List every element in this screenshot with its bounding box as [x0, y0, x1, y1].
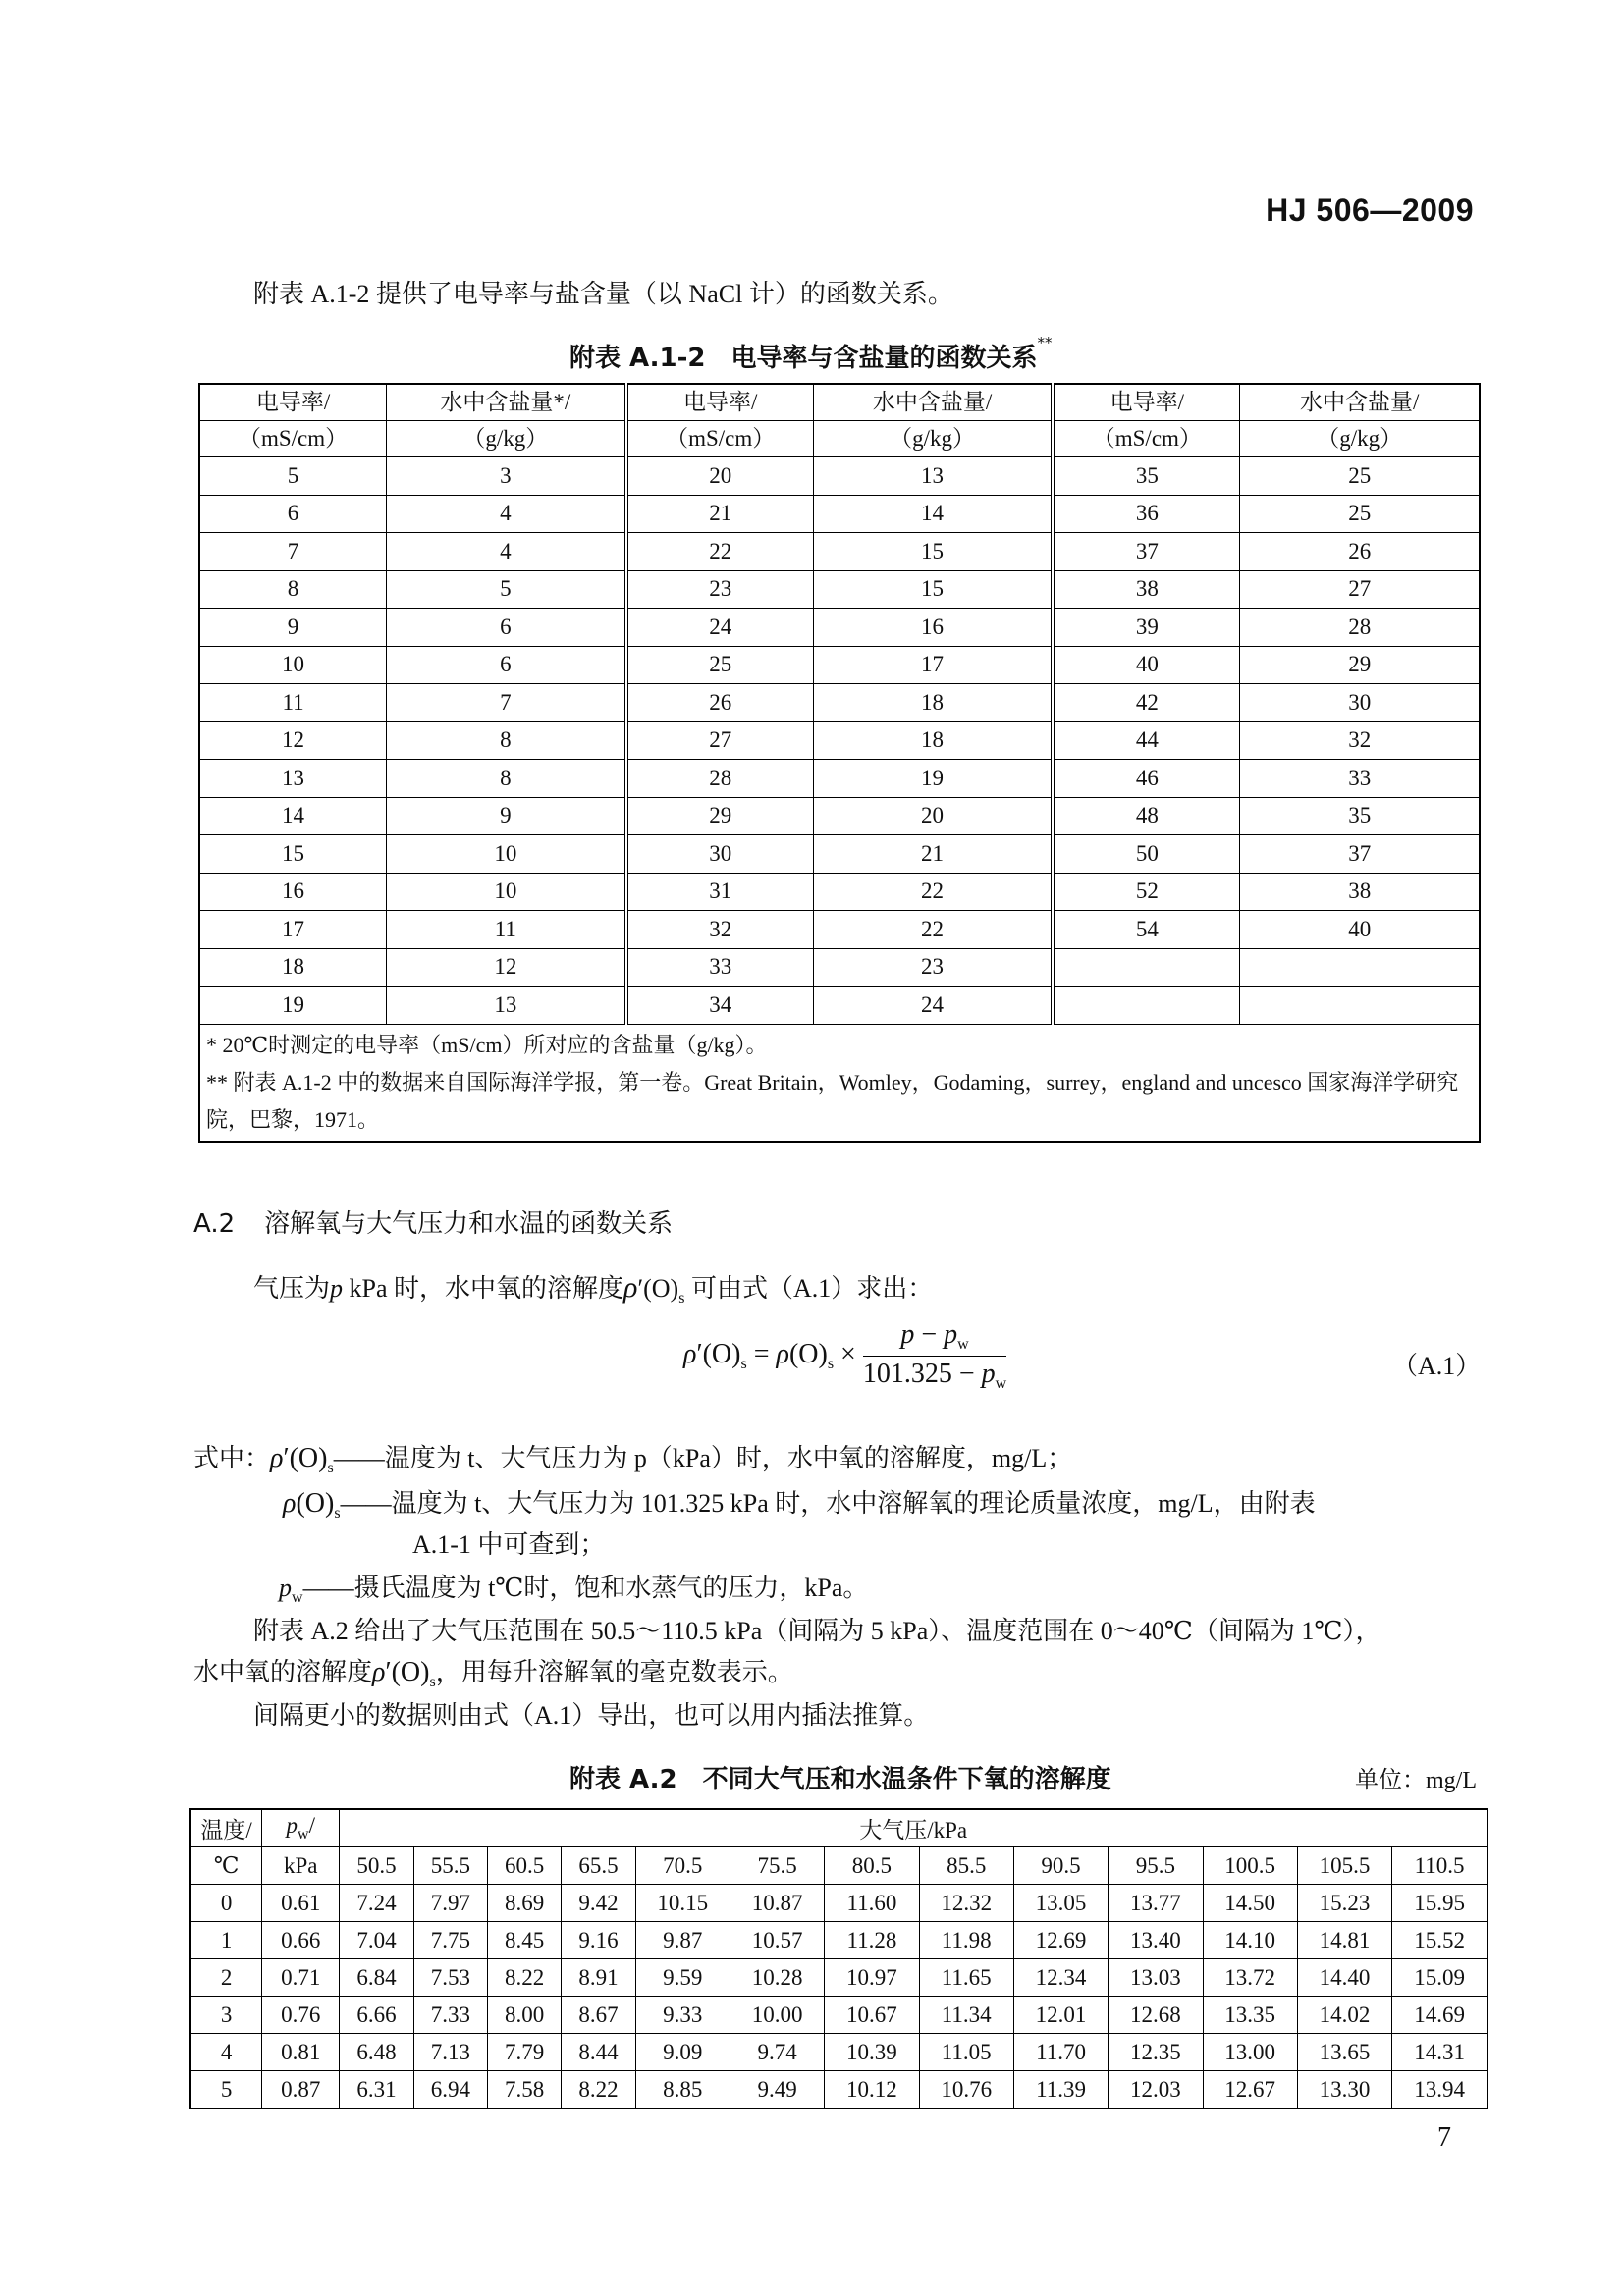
table2-cell: 14.02	[1297, 1997, 1391, 2034]
table2-cell: 9.49	[730, 2071, 824, 2109]
table1-header-row	[199, 384, 1480, 421]
table1-cell: 6	[387, 646, 626, 684]
table1-cell: 27	[1240, 570, 1480, 609]
table2-cell: 14.69	[1392, 1997, 1488, 2034]
pressure-value-header: 65.5	[562, 1847, 635, 1885]
table1-cell: 15	[813, 533, 1053, 571]
table2-cell: 7.79	[488, 2034, 562, 2071]
table1-cell: 6	[199, 495, 387, 533]
table2-cell: 13.05	[1013, 1885, 1108, 1922]
table2-row	[190, 2034, 1488, 2071]
table1-cell: 27	[626, 721, 814, 760]
table2-cell: 13.65	[1297, 2034, 1391, 2071]
text: 可由式（A.1）求出：	[690, 1274, 934, 1303]
table1-cell: 19	[813, 760, 1053, 798]
table2-cell: 0.76	[262, 1997, 340, 2034]
pressure-value-header: 110.5	[1392, 1847, 1488, 1885]
table2-cell: 10.39	[825, 2034, 919, 2071]
table2-cell: 11.28	[825, 1922, 919, 1959]
table2-cell: 8.00	[488, 1997, 562, 2034]
oxygen-solubility-table	[189, 1808, 1488, 2109]
table1-row	[199, 495, 1480, 533]
table1-header-cell: 水中含盐量/	[1240, 384, 1480, 421]
table1-cell: 38	[1053, 570, 1240, 609]
table2-cell: 9.74	[730, 2034, 824, 2071]
table2-cell: 12.32	[919, 1885, 1013, 1922]
table1-cell: 34	[626, 987, 814, 1025]
table2-cell: 11.65	[919, 1959, 1013, 1997]
table1-cell: 30	[1240, 684, 1480, 722]
table1-cell: 32	[626, 911, 814, 949]
table2-cell: 13.72	[1203, 1959, 1297, 1997]
table2-cell: 8.22	[488, 1959, 562, 1997]
table2-cell: 11.39	[1013, 2071, 1108, 2109]
table1-cell: 42	[1053, 684, 1240, 722]
table1-cell: 15	[199, 835, 387, 874]
pressure-value-header: 75.5	[730, 1847, 824, 1885]
table2-cell: 7.97	[413, 1885, 487, 1922]
table2-cell: 14.50	[1203, 1885, 1297, 1922]
table1-cell: 54	[1053, 911, 1240, 949]
table1-cell: 13	[199, 760, 387, 798]
table2-unit: 单位：mg/L	[1355, 1768, 1477, 1793]
table1-cell	[1053, 987, 1240, 1025]
section-number: A.2	[193, 1209, 236, 1239]
table1-header-cell: 电导率/	[626, 384, 814, 421]
table1-cell: 9	[387, 797, 626, 835]
temp-header-top: 温度/	[190, 1809, 262, 1847]
table2-row	[190, 1885, 1488, 1922]
table1-cell: 25	[1240, 495, 1480, 533]
definition-2b: A.1-1 中可查到；	[412, 1530, 606, 1559]
paragraph-3: 间隔更小的数据则由式（A.1）导出，也可以用内插法推算。	[253, 1701, 930, 1730]
table2-cell: 3	[190, 1997, 262, 2034]
pressure-value-header: 70.5	[635, 1847, 730, 1885]
table1-cell: 13	[387, 987, 626, 1025]
table1-cell: 35	[1240, 797, 1480, 835]
table1-cell: 24	[813, 987, 1053, 1025]
table2-cell: 9.59	[635, 1959, 730, 1997]
table1-cell: 12	[199, 721, 387, 760]
document-number: HJ 506—2009	[1266, 192, 1474, 228]
table2-cell: 8.44	[562, 2034, 635, 2071]
table1-row	[199, 873, 1480, 911]
table1-cell: 52	[1053, 873, 1240, 911]
table1-cell: 33	[1240, 760, 1480, 798]
table2-cell: 13.35	[1203, 1997, 1297, 2034]
table1-cell: 5	[387, 570, 626, 609]
table2-cell: 13.30	[1297, 2071, 1391, 2109]
table1-cell: 11	[199, 684, 387, 722]
table2-cell: 10.15	[635, 1885, 730, 1922]
table2-cell: 13.77	[1109, 1885, 1203, 1922]
table1-cell: 8	[387, 721, 626, 760]
table2-cell: 13.94	[1392, 2071, 1488, 2109]
table1-cell: 20	[813, 797, 1053, 835]
text: 水中氧的溶解度	[193, 1658, 373, 1686]
table2-cell: 10.76	[919, 2071, 1013, 2109]
table2-cell: 12.01	[1013, 1997, 1108, 2034]
table1-cell: 19	[199, 987, 387, 1025]
table1-cell: 36	[1053, 495, 1240, 533]
table1-row	[199, 797, 1480, 835]
table1-cell: 39	[1053, 609, 1240, 647]
table1-header-cell: 水中含盐量*/	[387, 384, 626, 421]
table2-header-row	[190, 1809, 1488, 1847]
table2-cell: 12.03	[1109, 2071, 1203, 2109]
table2-cell: 9.42	[562, 1885, 635, 1922]
table1-cell: 29	[1240, 646, 1480, 684]
table1-cell: 10	[199, 646, 387, 684]
table2-cell: 6.66	[340, 1997, 413, 2034]
def1-text: ——温度为 t、大气压力为 p（kPa）时，水中氧的溶解度，mg/L；	[333, 1444, 1073, 1472]
table2-cell: 14.10	[1203, 1922, 1297, 1959]
pressure-value-header: 55.5	[413, 1847, 487, 1885]
table2-cell: 13.03	[1109, 1959, 1203, 1997]
table1-caption-text: 附表 A.1-2 电导率与含盐量的函数关系	[569, 344, 1038, 373]
table1-cell: 7	[199, 533, 387, 571]
table2-cell: 8.85	[635, 2071, 730, 2109]
table1-cell: 6	[387, 609, 626, 647]
table2-cell: 8.45	[488, 1922, 562, 1959]
section-heading	[193, 1203, 673, 1240]
table1-cell: 9	[199, 609, 387, 647]
table2-cell: 7.58	[488, 2071, 562, 2109]
table1-cell: 18	[199, 948, 387, 987]
table1-cell: 44	[1053, 721, 1240, 760]
intro-line: 附表 A.1-2 提供了电导率与盐含量（以 NaCl 计）的函数关系。	[253, 280, 953, 308]
table1-notes	[199, 1024, 1480, 1142]
table1-cell: 12	[387, 948, 626, 987]
table2-cell: 12.34	[1013, 1959, 1108, 1997]
table1-cell	[1053, 948, 1240, 987]
definition-3: $p_w——$摄氏温度为 t℃时，饱和水蒸气的压力，kPa。	[279, 1574, 869, 1606]
table1-header-cell: （mS/cm）	[199, 421, 387, 457]
def2-text: ——温度为 t、大气压力为 101.325 kPa 时，水中溶解氧的理论质量浓度，mg/L，由附表	[340, 1489, 1316, 1518]
table1-header-cell: 电导率/	[199, 384, 387, 421]
table1-cell: 50	[1053, 835, 1240, 874]
table2-cell: 10.57	[730, 1922, 824, 1959]
table2-row	[190, 1997, 1488, 2034]
table2-cell: 5	[190, 2071, 262, 2109]
table2-cell: 15.95	[1392, 1885, 1488, 1922]
table2-cell: 7.75	[413, 1922, 487, 1959]
table1-cell: 22	[813, 911, 1053, 949]
table1-row	[199, 684, 1480, 722]
table2-cell: 11.98	[919, 1922, 1013, 1959]
table1-cell: 46	[1053, 760, 1240, 798]
text: ，用每升溶解氧的毫克数表示。	[435, 1658, 793, 1686]
table1-header-cell: 电导率/	[1053, 384, 1240, 421]
pressure-value-header: 105.5	[1297, 1847, 1391, 1885]
table1-row	[199, 457, 1480, 496]
table2-cell: 0.61	[262, 1885, 340, 1922]
table1-cell: 10	[387, 835, 626, 874]
table1-cell: 13	[813, 457, 1053, 496]
table2-cell: 6.48	[340, 2034, 413, 2071]
table2-cell: 10.87	[730, 1885, 824, 1922]
table2-cell: 15.52	[1392, 1922, 1488, 1959]
table2-cell: 15.09	[1392, 1959, 1488, 1997]
table2-row	[190, 1959, 1488, 1997]
table1-cell	[1240, 987, 1480, 1025]
table2-cell: 9.09	[635, 2034, 730, 2071]
paragraph-2b: 水中氧的溶解度$\rho'(O)_s$，用每升溶解氧的毫克数表示。	[193, 1657, 793, 1690]
table1-row	[199, 721, 1480, 760]
section-title: 溶解氧与大气压力和水温的函数关系	[264, 1209, 674, 1239]
table2-cell: 7.04	[340, 1922, 413, 1959]
table2-cell: 4	[190, 2034, 262, 2071]
table1-cell: 17	[199, 911, 387, 949]
table1-row	[199, 646, 1480, 684]
table1-row	[199, 609, 1480, 647]
table2-cell: 14.40	[1297, 1959, 1391, 1997]
table1-cell: 28	[1240, 609, 1480, 647]
table2-cell: 7.24	[340, 1885, 413, 1922]
table1-cell: 32	[1240, 721, 1480, 760]
table1-cell: 37	[1053, 533, 1240, 571]
table1-cell: 7	[387, 684, 626, 722]
text: 气压为	[253, 1274, 331, 1303]
table1-cell: 35	[1053, 457, 1240, 496]
table2-row	[190, 2071, 1488, 2109]
pressure-value-header: 100.5	[1203, 1847, 1297, 1885]
table1-cell: 24	[626, 609, 814, 647]
table1-cell: 4	[387, 533, 626, 571]
pressure-value-header: 80.5	[825, 1847, 919, 1885]
table1-cell: 8	[199, 570, 387, 609]
table1-cell: 16	[199, 873, 387, 911]
table2-cell: 8.91	[562, 1959, 635, 1997]
table1-cell: 23	[626, 570, 814, 609]
table2-cell: 10.67	[825, 1997, 919, 2034]
table2-cell: 0.71	[262, 1959, 340, 1997]
table2-cell: 0.87	[262, 2071, 340, 2109]
table1-cell: 29	[626, 797, 814, 835]
table2-cell: 10.12	[825, 2071, 919, 2109]
table1-cell: 18	[813, 721, 1053, 760]
table1-notes-row	[199, 1024, 1480, 1142]
formula-label: （A.1）	[1392, 1352, 1482, 1380]
table1-row	[199, 835, 1480, 874]
pressure-intro: 气压为p kPa 时，水中氧的溶解度$\rho'(O)_s$ 可由式（A.1）求出：	[253, 1271, 934, 1307]
table1-cell: 18	[813, 684, 1053, 722]
table2-cell: 11.05	[919, 2034, 1013, 2071]
table1-cell: 23	[813, 948, 1053, 987]
table1-cell: 22	[626, 533, 814, 571]
table1-header-cell: （mS/cm）	[626, 421, 814, 457]
def3-text: ——摄氏温度为 t℃时，饱和水蒸气的压力，kPa。	[302, 1574, 869, 1602]
table2-cell: 0.66	[262, 1922, 340, 1959]
table2-cell: 12.69	[1013, 1922, 1108, 1959]
pressure-value-header: 60.5	[488, 1847, 562, 1885]
table1-cell: 21	[626, 495, 814, 533]
table1-cell: 26	[626, 684, 814, 722]
table1-cell: 25	[1240, 457, 1480, 496]
table2-cell: 14.81	[1297, 1922, 1391, 1959]
var-p: p	[330, 1274, 344, 1303]
table1-cell: 14	[199, 797, 387, 835]
table2-cell: 10.28	[730, 1959, 824, 1997]
table1-cell: 15	[813, 570, 1053, 609]
table2-cell: 8.67	[562, 1997, 635, 2034]
table1-cell: 11	[387, 911, 626, 949]
table1-cell: 40	[1053, 646, 1240, 684]
table1-row	[199, 911, 1480, 949]
table2-cell: 12.67	[1203, 2071, 1297, 2109]
definition-1: 式中：$\rho'(O)_s——$温度为 t、大气压力为 p（kPa）时，水中氧的溶解度，mg/L；	[193, 1443, 1073, 1476]
table2-cell: 8.69	[488, 1885, 562, 1922]
table1-cell: 25	[626, 646, 814, 684]
table1-cell: 10	[387, 873, 626, 911]
table1-cell: 22	[813, 873, 1053, 911]
table1-row	[199, 987, 1480, 1025]
table2-cell: 10.97	[825, 1959, 919, 1997]
table1-note: ** 附表 A.1-2 中的数据来自国际海洋学报，第一卷。Great Britain，Womley，Godaming，surrey，england and uncesco 国家海洋学研究院，巴黎，1971。	[206, 1069, 1459, 1132]
pressure-value-header: 95.5	[1109, 1847, 1203, 1885]
pressure-value-header: 90.5	[1013, 1847, 1108, 1885]
table2-cell: 15.23	[1297, 1885, 1391, 1922]
table2-cell: 9.33	[635, 1997, 730, 2034]
table1-cell: 38	[1240, 873, 1480, 911]
table1-cell: 8	[387, 760, 626, 798]
table1-cell: 3	[387, 457, 626, 496]
table2-row	[190, 1922, 1488, 1959]
conductivity-table	[198, 383, 1481, 1143]
table1-cell: 48	[1053, 797, 1240, 835]
table1-cell: 4	[387, 495, 626, 533]
temp-header-unit: ℃	[190, 1847, 262, 1885]
table2-cell: 0.81	[262, 2034, 340, 2071]
table2-caption: 附表 A.2 不同大气压和水温条件下氧的溶解度	[569, 1765, 1111, 1794]
table2-cell: 12.68	[1109, 1997, 1203, 2034]
table1-cell	[1240, 948, 1480, 987]
table2-cell: 2	[190, 1959, 262, 1997]
table1-cell: 30	[626, 835, 814, 874]
where-prefix: 式中：	[193, 1444, 271, 1472]
table1-header-cell: （g/kg）	[813, 421, 1053, 457]
table1-cell: 26	[1240, 533, 1480, 571]
table1-cell: 33	[626, 948, 814, 987]
table1-row	[199, 948, 1480, 987]
pw-header-unit: kPa	[262, 1847, 340, 1885]
table2-cell: 8.22	[562, 2071, 635, 2109]
pw-header-top: $p_w/$	[262, 1809, 340, 1847]
table1-header-cell: （mS/cm）	[1053, 421, 1240, 457]
table1-row	[199, 570, 1480, 609]
formula-a1: $\rho'(O)_s = \rho(O)_s$ × $\frac{p - p_w}{101.325 - p_w}$	[683, 1319, 1007, 1392]
table1-note: * 20℃时测定的电导率（mS/cm）所对应的含盐量（g/kg）。	[206, 1032, 768, 1057]
paragraph-2a: 附表 A.2 给出了大气压范围在 50.5～110.5 kPa（间隔为 5 kPa）、温度范围在 0～40℃（间隔为 1℃），	[253, 1617, 1381, 1645]
definition-2: $\rho(O)_s——$温度为 t、大气压力为 101.325 kPa 时，水中溶解氧的理论质量浓度，mg/L，由附表	[283, 1488, 1316, 1522]
table1-cell: 14	[813, 495, 1053, 533]
table2-cell: 1	[190, 1922, 262, 1959]
pressure-header: 大气压/kPa	[340, 1809, 1488, 1847]
table1-row	[199, 533, 1480, 571]
table1-header-cell: （g/kg）	[1240, 421, 1480, 457]
table2-cell: 6.84	[340, 1959, 413, 1997]
table2-cell: 6.94	[413, 2071, 487, 2109]
table2-cell: 12.35	[1109, 2034, 1203, 2071]
table1-row	[199, 760, 1480, 798]
table1-cell: 28	[626, 760, 814, 798]
table2-cell: 9.16	[562, 1922, 635, 1959]
table1-cell: 20	[626, 457, 814, 496]
pressure-value-header: 85.5	[919, 1847, 1013, 1885]
table2-header-row	[190, 1847, 1488, 1885]
table2-cell: 11.34	[919, 1997, 1013, 2034]
page-number: 7	[1437, 2122, 1451, 2153]
text: kPa 时，水中氧的溶解度	[343, 1274, 624, 1303]
table2-cell: 0	[190, 1885, 262, 1922]
table1-caption	[569, 334, 1053, 374]
table1-cell: 5	[199, 457, 387, 496]
pressure-value-header: 50.5	[340, 1847, 413, 1885]
table1-cell: 21	[813, 835, 1053, 874]
table1-cell: 17	[813, 646, 1053, 684]
table2-cell: 7.33	[413, 1997, 487, 2034]
table1-caption-mark: **	[1037, 334, 1053, 351]
table1-header-cell: （g/kg）	[387, 421, 626, 457]
table1-header-cell: 水中含盐量/	[813, 384, 1053, 421]
table2-cell: 7.53	[413, 1959, 487, 1997]
table2-cell: 13.00	[1203, 2034, 1297, 2071]
table2-cell: 6.31	[340, 2071, 413, 2109]
table2-cell: 14.31	[1392, 2034, 1488, 2071]
formula-fraction: $\frac{p - p_w}{101.325 - p_w}$	[862, 1319, 1007, 1392]
table2-cell: 13.40	[1109, 1922, 1203, 1959]
table1-cell: 37	[1240, 835, 1480, 874]
table2-cell: 11.60	[825, 1885, 919, 1922]
table2-cell: 9.87	[635, 1922, 730, 1959]
table1-cell: 16	[813, 609, 1053, 647]
table2-cell: 11.70	[1013, 2034, 1108, 2071]
table1-header-row	[199, 421, 1480, 457]
table2-cell: 7.13	[413, 2034, 487, 2071]
table2-cell: 10.00	[730, 1997, 824, 2034]
table1-cell: 31	[626, 873, 814, 911]
table1-cell: 40	[1240, 911, 1480, 949]
